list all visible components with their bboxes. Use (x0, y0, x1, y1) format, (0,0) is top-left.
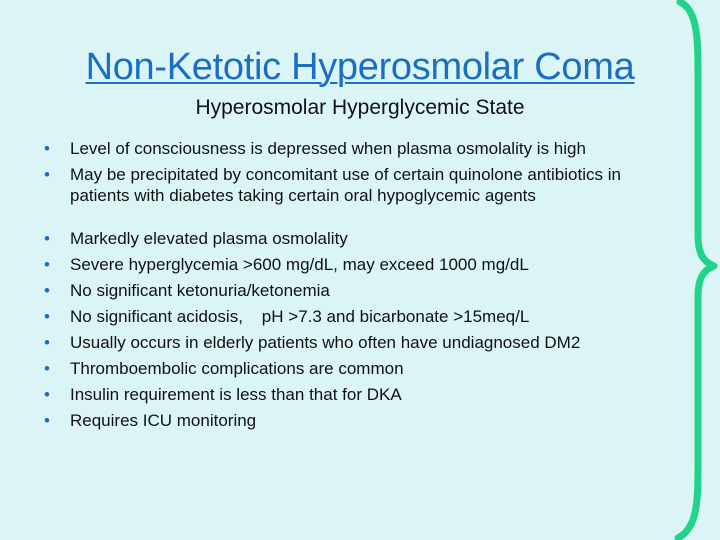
bullet-text: No significant acidosis, pH >7.3 and bicarbonate >15meq/L (70, 307, 530, 326)
bullet-item (44, 228, 684, 249)
bullet-icon: • (44, 307, 50, 326)
bullet-icon: • (44, 229, 50, 248)
bullet-icon: • (44, 139, 50, 158)
bullet-icon: • (44, 255, 50, 274)
curly-brace-path (678, 2, 714, 538)
bullet-icon: • (44, 281, 50, 300)
bullet-icon: • (44, 333, 50, 352)
bullet-item (44, 254, 684, 275)
bullet-text: Requires ICU monitoring (70, 411, 257, 430)
bullet-text: Level of consciousness is depressed when plasma osmolality is high (70, 139, 586, 158)
bullet-icon: • (44, 385, 50, 404)
bullet-text: Insulin requirement is less than that for DKA (70, 385, 402, 404)
bullet-list (44, 138, 684, 436)
bullet-item (44, 164, 684, 206)
bullet-text: No significant ketonuria/ketonemia (70, 281, 330, 300)
bullet-item (44, 280, 684, 301)
bullet-item (44, 138, 684, 159)
curly-brace-decoration (668, 0, 720, 540)
slide-subtitle: Hyperosmolar Hyperglycemic State (195, 96, 525, 119)
bullet-text: Thromboembolic complications are common (70, 359, 404, 378)
bullet-text: May be precipitated by concomitant use of certain quinolone antibiotics in patients with diabetes taking certain oral hypoglycemic agents (70, 165, 621, 205)
bullet-item (44, 410, 684, 431)
bullet-icon: • (44, 359, 50, 378)
bullet-icon: • (44, 411, 50, 430)
bullet-text: Severe hyperglycemia >600 mg/dL, may exceed 1000 mg/dL (70, 255, 529, 274)
bullet-item (44, 384, 684, 405)
bullet-item (44, 332, 684, 353)
bullet-text: Usually occurs in elderly patients who often have undiagnosed DM2 (70, 333, 581, 352)
bullet-item (44, 358, 684, 379)
bullet-text: Markedly elevated plasma osmolality (70, 229, 348, 248)
bullet-item (44, 306, 684, 327)
slide-title: Non-Ketotic Hyperosmolar Coma (85, 46, 635, 88)
bullet-icon: • (44, 165, 50, 184)
